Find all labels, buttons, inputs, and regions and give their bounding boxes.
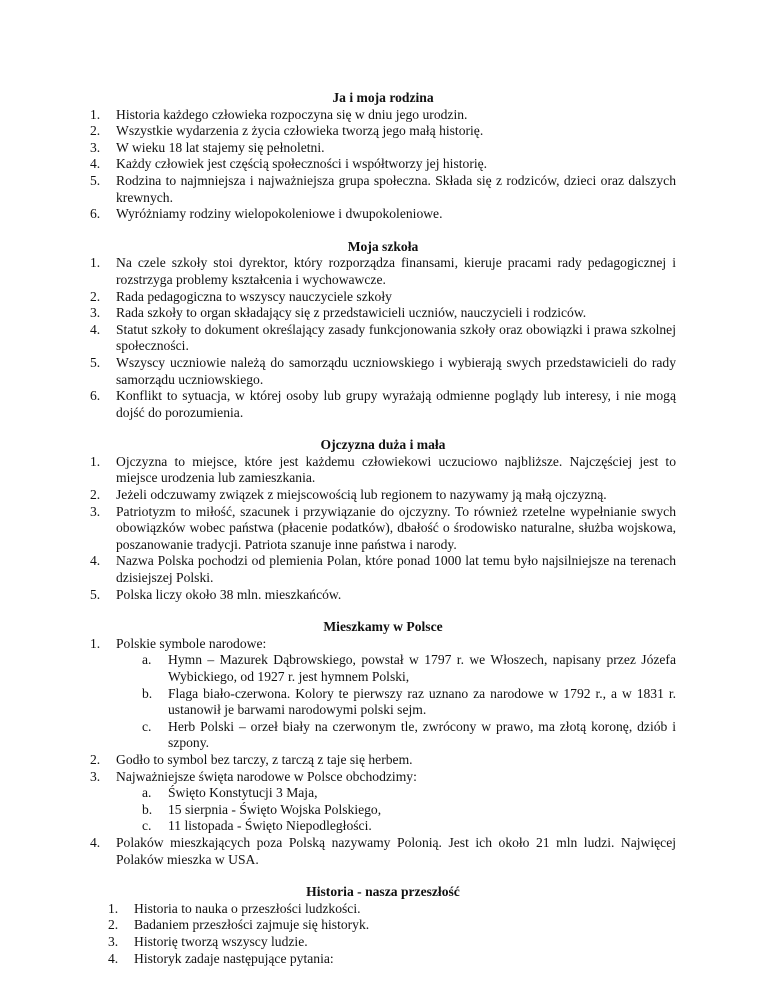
list-text: Historyk zadaje następujące pytania: xyxy=(134,950,334,966)
list-item xyxy=(90,255,676,288)
section-gap xyxy=(90,603,676,619)
list-number: 3. xyxy=(108,933,119,949)
sub-list xyxy=(142,785,676,835)
list-number: 1. xyxy=(90,255,101,271)
list-number: 3. xyxy=(90,305,101,321)
list-item xyxy=(108,901,676,918)
list-number: 2. xyxy=(90,123,101,139)
document-content xyxy=(90,90,676,967)
list-item xyxy=(90,206,676,223)
sub-list-text: 15 sierpnia - Święto Wojska Polskiego, xyxy=(168,801,382,817)
list-item xyxy=(90,388,676,421)
list-text: Polaków mieszkających poza Polską nazywamy Polonią. Jest ich około 21 mln ludzi. Najwięcej Polaków mieszka w USA. xyxy=(116,834,676,867)
list-item xyxy=(90,322,676,355)
numbered-list xyxy=(90,454,676,603)
sub-list-letter: c. xyxy=(142,718,152,734)
section xyxy=(90,619,676,868)
list-item xyxy=(90,487,676,504)
sub-list-item xyxy=(142,818,676,835)
list-number: 1. xyxy=(90,106,101,122)
list-text: Nazwa Polska pochodzi od plemienia Polan, które ponad 1000 lat temu było najsilniejsze na terenach dzisiejszej Polski. xyxy=(116,553,676,586)
list-number: 4. xyxy=(90,834,101,850)
sub-list-text: Hymn – Mazurek Dąbrowskiego, powstał w 1797 r. we Włoszech, napisany przez Józefa Wybickiego, od 1927 r. jest hymnem Polski, xyxy=(168,652,676,684)
list-text: Wyróżniamy rodziny wielopokoleniowe i dwupokoleniowe. xyxy=(116,206,443,222)
sub-list-text: 11 listopada - Święto Niepodległości. xyxy=(168,818,372,834)
section-title: Ja i moja rodzina xyxy=(332,90,434,105)
list-text: Konflikt to sytuacja, w której osoby lub grupy wyrażają odmienne poglądy lub interesy, i nie mogą dojść do porozumienia. xyxy=(116,388,676,420)
list-number: 2. xyxy=(90,751,101,767)
list-item xyxy=(90,752,676,769)
section-title: Mieszkamy w Polsce xyxy=(323,619,443,635)
section xyxy=(90,437,676,603)
list-text: Polskie symbole narodowe: xyxy=(116,635,267,651)
list-number: 5. xyxy=(90,354,101,370)
list-text: Patriotyzm to miłość, szacunek i przywiązanie do ojczyzny. To również rzetelne wypełnianie swych obowiązków wobec państwa (płacenie podatków), dbałość o środowisko naturalne, służba wojskowa, poszanowanie tradycji. Patriota szanuje inne państwa i narody. xyxy=(116,503,676,552)
list-text: W wieku 18 lat stajemy się pełnoletni. xyxy=(116,139,325,155)
list-item xyxy=(108,951,676,968)
list-item xyxy=(90,636,676,752)
section-title: Ojczyzna duża i mała xyxy=(320,437,446,453)
sub-list-letter: c. xyxy=(142,818,152,834)
list-number: 4. xyxy=(90,553,101,569)
section xyxy=(90,90,676,223)
list-item xyxy=(108,917,676,934)
list-item xyxy=(90,305,676,322)
sub-list-text: Flaga biało-czerwona. Kolory te pierwszy raz uznano za narodowe w 1792 r., a w 1831 r. ustanowił je barwami narodowymi polski sejm. xyxy=(168,685,676,718)
sub-list-item xyxy=(142,802,676,819)
sub-list-letter: a. xyxy=(142,652,152,668)
list-text: Historia to nauka o przeszłości ludzkości. xyxy=(134,900,361,916)
sub-list-item xyxy=(142,652,676,685)
list-item xyxy=(90,140,676,157)
sub-list-item xyxy=(142,719,676,752)
list-text: Rada pedagogiczna to wszyscy nauczyciele szkoły xyxy=(116,288,392,304)
list-number: 6. xyxy=(90,388,101,404)
list-number: 3. xyxy=(90,768,101,784)
list-text: Historia każdego człowieka rozpoczyna się w dniu jego urodzin. xyxy=(116,106,468,122)
list-number: 2. xyxy=(108,917,119,933)
list-item xyxy=(108,934,676,951)
numbered-list xyxy=(90,255,676,421)
list-number: 4. xyxy=(90,321,101,337)
list-text: Ojczyzna to miejsce, które jest każdemu człowiekowi uczuciowo najbliższe. Najczęściej jest to miejsce urodzenia lub zamieszkania. xyxy=(116,453,676,486)
list-number: 3. xyxy=(90,503,101,519)
section xyxy=(90,239,676,422)
numbered-list xyxy=(90,107,676,223)
section-title: Historia - nasza przeszłość xyxy=(306,884,460,900)
list-number: 6. xyxy=(90,206,101,222)
list-item xyxy=(90,454,676,487)
list-item xyxy=(90,123,676,140)
list-item xyxy=(90,289,676,306)
list-item xyxy=(90,553,676,586)
numbered-list xyxy=(90,636,676,868)
list-text: Najważniejsze święta narodowe w Polsce obchodzimy: xyxy=(116,768,417,784)
list-number: 4. xyxy=(108,950,119,966)
list-number: 5. xyxy=(90,172,101,188)
list-item xyxy=(90,587,676,604)
list-text: Badaniem przeszłości zajmuje się historyk. xyxy=(134,917,370,933)
list-text: Rada szkoły to organ składający się z przedstawicieli uczniów, nauczycieli i rodziców. xyxy=(116,305,587,321)
list-item xyxy=(90,107,676,124)
sub-list-item xyxy=(142,686,676,719)
list-number: 5. xyxy=(90,586,101,602)
sub-list-item xyxy=(142,785,676,802)
list-text: Jeżeli odczuwamy związek z miejscowością lub regionem to nazywamy ją małą ojczyzną. xyxy=(116,487,607,503)
sub-list-text: Święto Konstytucji 3 Maja, xyxy=(168,785,318,801)
section-gap xyxy=(90,421,676,437)
list-item xyxy=(90,769,676,835)
sub-list-letter: a. xyxy=(142,785,152,801)
sub-list-letter: b. xyxy=(142,801,153,817)
list-text: Każdy człowiek jest częścią społeczności i współtworzy jej historię. xyxy=(116,156,488,172)
section-gap xyxy=(90,868,676,884)
section xyxy=(90,884,676,967)
list-item xyxy=(90,173,676,206)
list-number: 2. xyxy=(90,288,101,304)
list-text: Rodzina to najmniejsza i najważniejsza grupa społeczna. Składa się z rodziców, dzieci oraz dalszych krewnych. xyxy=(116,172,676,205)
list-text: Historię tworzą wszyscy ludzie. xyxy=(134,933,308,949)
list-item xyxy=(90,504,676,554)
list-text: Statut szkoły to dokument określający zasady funkcjonowania szkoły oraz obowiązki i prawa szkolnej społeczności. xyxy=(116,321,676,354)
list-text: Godło to symbol bez tarczy, z tarczą z taje się herbem. xyxy=(116,751,413,767)
list-item xyxy=(90,156,676,173)
section-gap xyxy=(90,223,676,239)
list-number: 1. xyxy=(90,635,101,651)
sub-list-letter: b. xyxy=(142,685,153,701)
list-item xyxy=(90,835,676,868)
list-number: 1. xyxy=(90,453,101,469)
list-text: Na czele szkoły stoi dyrektor, który rozporządza finansami, kieruje pracami rady pedagogicznej i rozstrzyga problemy kształcenia i wychowawcze. xyxy=(116,255,676,287)
list-text: Wszystkie wydarzenia z życia człowieka tworzą jego małą historię. xyxy=(116,123,484,139)
sub-list xyxy=(142,652,676,752)
numbered-list xyxy=(108,901,676,967)
list-text: Wszyscy uczniowie należą do samorządu uczniowskiego i wybierają swych przedstawicieli do rady samorządu uczniowskiego. xyxy=(116,354,676,387)
list-number: 1. xyxy=(108,900,119,916)
list-number: 3. xyxy=(90,139,101,155)
list-number: 2. xyxy=(90,487,101,503)
section-title: Moja szkoła xyxy=(347,238,419,254)
list-item xyxy=(90,355,676,388)
list-text: Polska liczy około 38 mln. mieszkańców. xyxy=(116,586,342,602)
list-number: 4. xyxy=(90,156,101,172)
sub-list-text: Herb Polski – orzeł biały na czerwonym tle, zwrócony w prawo, ma złotą koronę, dziób i szpony. xyxy=(168,718,676,751)
